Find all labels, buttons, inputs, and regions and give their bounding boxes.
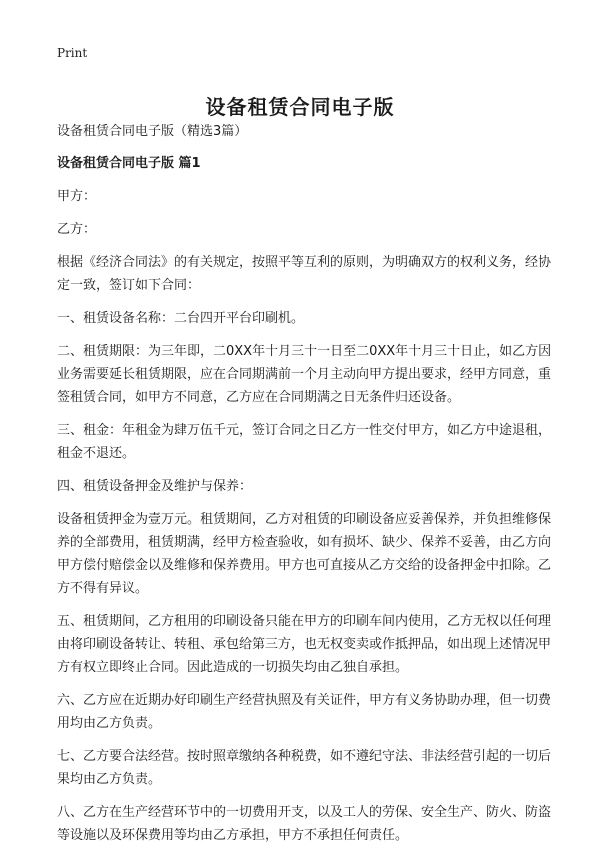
clause-6-licenses: 六、乙方应在近期办好印刷生产经营执照及有关证件，甲方有义务协助办理，但一切费用均由乙方负责。 <box>57 693 552 731</box>
clause-7-legal-operation: 七、乙方要合法经营。按时照章缴纳各种税费，如不遵纪守法、非法经营引起的一切后果均由乙方负责。 <box>57 749 552 787</box>
section-heading: 设备租赁合同电子版 篇1 <box>57 156 201 171</box>
party-b-line: 乙方： <box>57 222 97 237</box>
preamble-paragraph: 根据《经济合同法》的有关规定，按照平等互利的原则，为明确双方的权利义务，经协定一致，签订如下合同： <box>57 255 552 293</box>
print-link[interactable]: Print <box>57 46 88 60</box>
document-subtitle: 设备租赁合同电子版（精选3篇） <box>57 124 248 139</box>
clause-4-heading: 四、租赁设备押金及维护与保养： <box>57 479 253 494</box>
clause-5-usage: 五、租赁期间，乙方租用的印刷设备只能在甲方的印刷车间内使用，乙方无权以任何理由将印刷设备转让、转租、承包给第三方，也无权变卖或作抵押品，如出现上述情况甲方有权立即终止合同。因此造成的一切损失均由乙独自承担。 <box>57 614 552 675</box>
document-body <box>57 120 552 857</box>
clause-8-expenses: 八、乙方在生产经营环节中的一切费用开支，以及工人的劳保、安全生产、防火、防盗等设施以及环保费用等均由乙方承担，甲方不承担任何责任。 <box>57 805 552 843</box>
document-title: 设备租赁合同电子版 <box>205 95 395 120</box>
clause-3-rent: 三、租金：年租金为肆万伍千元，签订合同之日乙方一性交付甲方，如乙方中途退租，租金不退还。 <box>57 423 552 461</box>
clause-2-lease-term: 二、租赁期限：为三年即，二0XX年十月三十一日至二0XX年十月三十日止，如乙方因业务需要延长租赁期限，应在合同期满前一个月主动向甲方提出要求，经甲方同意，重签租赁合同，如甲方不同意，乙方应在合同期满之日无条件归还设备。 <box>57 344 552 405</box>
clause-4-deposit-body: 设备租赁押金为壹万元。租赁期间，乙方对租赁的印刷设备应妥善保养，并负担维修保养的全部费用，租赁期满，经甲方检查验收，如有损坏、缺少、保养不妥善，由乙方向甲方偿付赔偿金以及维修和保养费用。甲方也可直接从乙方交给的设备押金中扣除。乙方不得有异议。 <box>57 512 552 596</box>
clause-1-equipment-name: 一、租赁设备名称：二台四开平台印刷机。 <box>57 311 305 326</box>
party-a-line: 甲方： <box>57 189 97 204</box>
